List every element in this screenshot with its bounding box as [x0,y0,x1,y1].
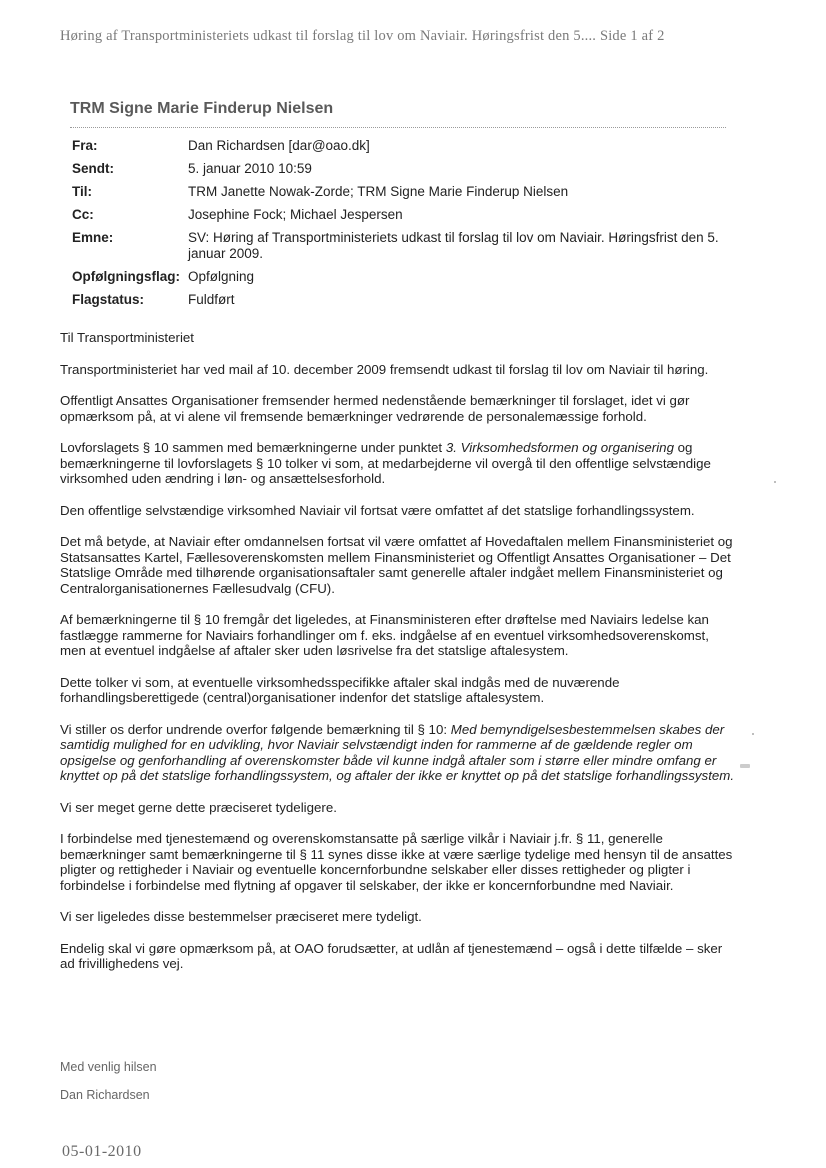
paragraph: Dette tolker vi som, at eventuelle virksomhedsspecifikke aftaler skal indgås med de nuværende forhandlingsberettigede (central)organisationer indenfor det statslige aftalesystem. [60,674,620,705]
paragraph: Vi ser ligeledes disse bestemmelser præciseret mere tydeligt. [60,909,422,924]
greeting: Til Transportministeriet [60,330,194,345]
quoted-remark: Med bemyndigelsesbestemmelsen skabes der samtidig mulighed for en udvikling, hvor Naviair selvstændigt inden for rammerne af de gældende regler om opsigelse og genforhandling af overenskomster både vil kunne indgå aftaler som i større eller mindre omfang er knyttet op på det statslige forhandlingssystem, og aftaler der ikke er knyttet op på det statslige forhandlingssystem. [60,721,735,783]
meta-row-followup-flag [72,269,752,285]
meta-key: Cc: [72,207,94,222]
page-header: Høring af Transportministeriets udkast til forslag til lov om Naviair. Høringsfrist den 5.... Side 1 af 2 [60,28,665,44]
paragraph: Offentligt Ansattes Organisationer fremsender hermed nedenstående bemærkninger til forslaget, idet vi gør opmærksom på, at vi alene vil fremsende bemærkninger vedrørende de personalemæssige forhold. [60,393,690,424]
meta-key: Flagstatus: [72,292,145,307]
header-divider [70,127,726,128]
meta-value: Fuldført [188,292,235,307]
paragraph: Det må betyde, at Naviair efter omdannelsen fortsat vil være omfattet af Hovedaftalen mellem Finansministeriet og Statsansattes Kartel, Fællesoverenskomsten mellem Finansministeriet og Offentligt Ansattes Organisationer – Det Statslige Område med tilhørende organisationsaftaler samt generelle aftaler indgået mellem Finansministeriet og Centralorganisationernes Fællesudvalg (CFU). [60,534,733,596]
meta-key: Fra: [72,138,98,153]
meta-key: Emne: [72,230,114,245]
paragraph-text: Vi stiller os derfor undrende overfor følgende bemærkning til § 10: [60,721,451,737]
meta-value: Opfølgning [188,269,255,284]
meta-row-from [72,138,752,154]
meta-value: TRM Janette Nowak-Zorde; TRM Signe Marie Finderup Nielsen [188,184,569,199]
meta-value: SV: Høring af Transportministeriets udkast til forslag til lov om Naviair. Høringsfrist den 5. januar 2009. [188,230,719,261]
paragraph: Af bemærkningerne til § 10 fremgår det ligeledes, at Finansministeren efter drøftelse med Naviairs ledelse kan fastlægge rammerne for Naviairs forhandlinger om f. eks. indgåelse af en eventuel virksomhedsoverenskomst, men at eventuel indgåelse af aftaler sker uden løsrivelse fra det statslige aftalesystem. [60,612,709,658]
meta-value: Dan Richardsen [dar@oao.dk] [188,138,370,153]
paragraph-text: Lovforslagets § 10 sammen med bemærkningerne under punktet [60,440,446,455]
section-reference: 3. Virksomhedsformen og organisering [445,440,674,455]
fax-date: 05-01-2010 [62,1143,142,1160]
scan-speck [774,481,776,483]
closing [60,1060,157,1116]
letter-body [60,330,736,988]
meta-key: Sendt: [72,161,114,176]
paragraph: I forbindelse med tjenestemænd og overenskomstansatte på særlige vilkår i Naviair j.fr. § 11, generelle bemærkninger samt bemærkningerne til § 11 synes disse ikke at være særlige tydelige med hensyn til de ansattes pligter og rettigheder i Naviair og eventuelle koncernforbundne selskaber eller disses rettigheder og pligter i forbindelse i forbindelse med flytning af opgaver til selskaber, der ikke er koncernforbundne med Naviair. [60,831,733,893]
paragraph: Endelig skal vi gøre opmærksom på, at OAO forudsætter, at udlån af tjenestemænd – også i dette tilfælde – sker ad frivillighedens vej. [60,940,723,971]
scan-speck [752,733,754,735]
paragraph: Den offentlige selvstændige virksomhed Naviair vil fortsat være omfattet af det statslige forhandlingssystem. [60,502,695,518]
meta-key: Til: [72,184,92,199]
meta-row-subject [72,230,752,262]
meta-key: Opfølgningsflag: [72,269,180,284]
signature-name: Dan Richardsen [60,1088,150,1102]
paragraph: Vi ser meget gerne dette præciseret tydeligere. [60,799,337,815]
email-meta-table [72,138,752,315]
regards: Med venlig hilsen [60,1060,157,1074]
meta-row-sent [72,161,752,177]
meta-value: 5. januar 2010 10:59 [188,161,312,176]
meta-row-cc [72,207,752,223]
paragraph [60,722,736,784]
paragraph [60,440,736,487]
meta-row-flag-status [72,292,752,308]
paragraph: Transportministeriet har ved mail af 10. december 2009 fremsendt udkast til forslag til lov om Naviair til høring. [60,361,709,377]
meta-value: Josephine Fock; Michael Jespersen [188,207,403,222]
meta-row-to [72,184,752,200]
scan-speck [740,764,750,768]
paragraph-text: og bemærkningerne til lovforslagets § 10 tolker vi som, at medarbejderne vil overgå til den offentlige selvstændige virksomhed uden ændring i løn- og ansættelsesforhold. [60,440,711,486]
sender-title: TRM Signe Marie Finderup Nielsen [70,100,334,117]
